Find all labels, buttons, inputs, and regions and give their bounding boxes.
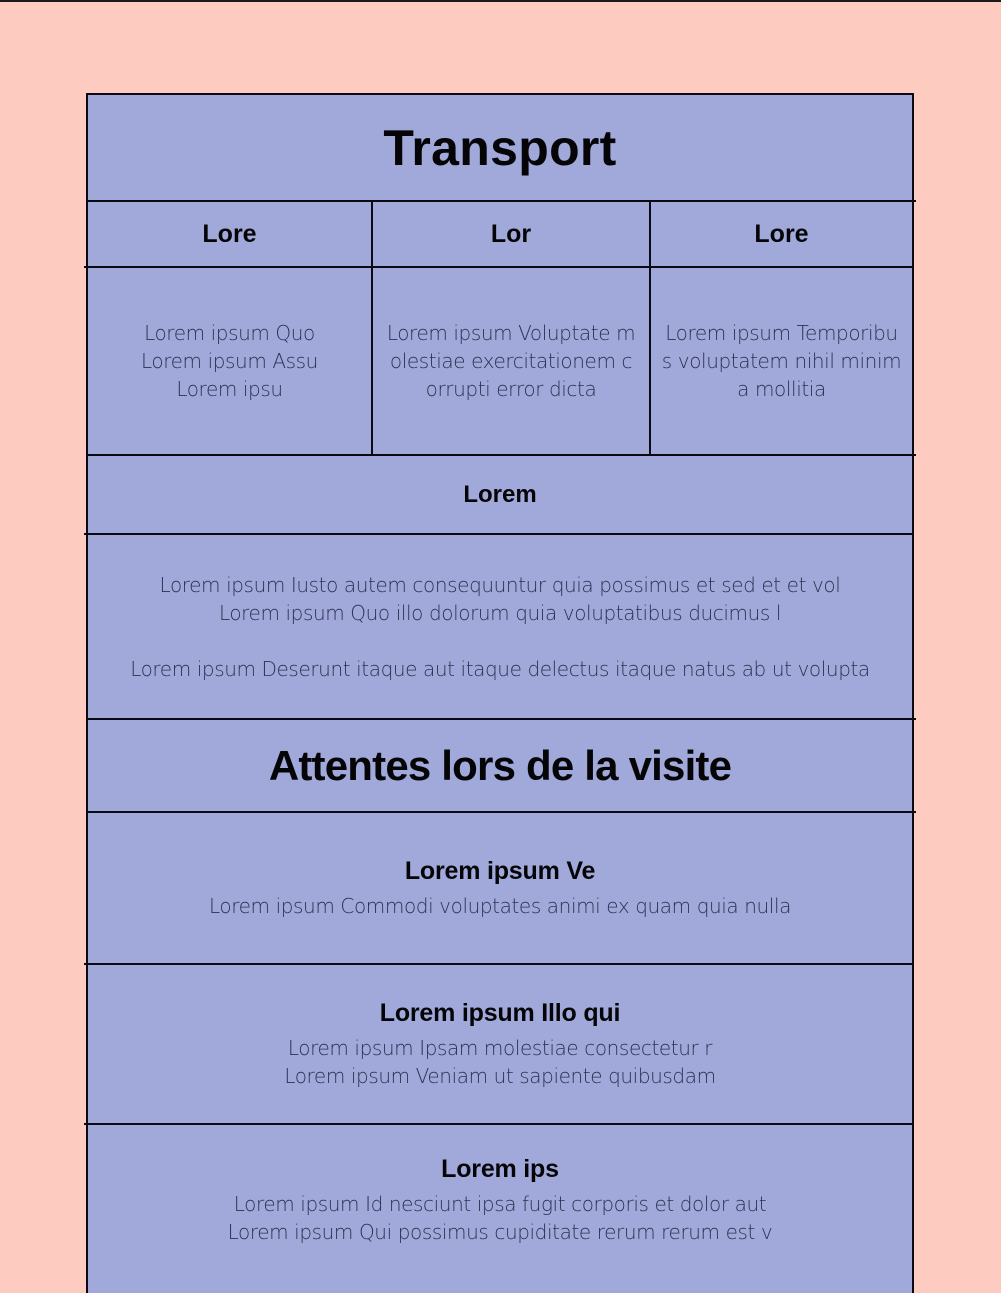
text-line: s voluptatem nihil minim — [661, 349, 902, 373]
visit-item-2 — [88, 965, 912, 1123]
visit-item-title: Lorem ipsum Illo qui — [379, 998, 621, 1027]
visit-item-title: Lorem ips — [441, 1155, 559, 1183]
visit-title-cell — [88, 720, 912, 811]
text-line: a mollitia — [737, 377, 826, 401]
text-line: Lorem ipsum Veniam ut sapiente quibusdam — [284, 1063, 716, 1088]
column-header-label: Lore — [754, 219, 809, 248]
text-line: Lorem ipsum Temporibu — [665, 321, 898, 345]
transport-title-cell — [88, 95, 912, 200]
text-line: Lorem ipsum Ipsam molestiae consectetur r — [287, 1035, 713, 1060]
top-divider — [0, 0, 1001, 2]
visit-item-text — [284, 1034, 715, 1090]
column-text — [141, 319, 318, 403]
column-text — [387, 319, 635, 403]
visit-item-title: Lorem ipsum Ve — [404, 856, 596, 885]
text-line: Lorem ipsum Qui possimus cupiditate rerum rerum est v — [227, 1220, 773, 1244]
visit-item-3 — [88, 1125, 912, 1280]
column-body-3 — [651, 268, 912, 454]
column-header-2 — [373, 202, 649, 266]
text-line: olestiae exercitationem c — [389, 349, 633, 373]
column-header-label: Lore — [202, 219, 257, 248]
visit-item-text — [228, 1190, 773, 1246]
transport-title: Transport — [383, 119, 617, 176]
text-line: Lorem ipsum Commodi voluptates animi ex quam quia nulla — [209, 893, 791, 918]
visit-item-text — [209, 892, 791, 920]
column-body-2 — [373, 268, 649, 454]
column-header-1 — [88, 202, 371, 266]
text-line: Lorem ipsum Deserunt itaque aut itaque delectus itaque natus ab ut volupta — [130, 656, 870, 681]
section-header: Lorem — [463, 480, 537, 508]
paragraph-gap — [130, 627, 870, 655]
text-line: Lorem ipsum Id nesciunt ipsa fugit corporis et dolor aut — [233, 1192, 767, 1216]
info-card — [86, 93, 914, 1293]
visit-item-1 — [88, 813, 912, 963]
section-paragraph — [130, 571, 870, 683]
column-header-label: Lor — [490, 219, 532, 248]
text-line: Lorem ipsum Iusto autem consequuntur quia possimus et sed et et vol — [159, 572, 841, 597]
column-divider — [371, 202, 373, 454]
column-header-3 — [651, 202, 912, 266]
text-line: Lorem ipsum Voluptate m — [386, 321, 636, 345]
column-text — [662, 319, 901, 403]
section-header-cell — [88, 456, 912, 533]
visit-title: Attentes lors de la visite — [268, 741, 732, 789]
text-line: Lorem ipsum Assu — [141, 349, 318, 373]
column-divider — [649, 202, 651, 454]
text-line: Lorem ipsum Quo illo dolorum quia voluptatibus ducimus l — [218, 600, 782, 625]
text-line: Lorem ipsu — [176, 377, 283, 401]
text-line: orrupti error dicta — [425, 377, 597, 401]
column-body-1 — [88, 268, 371, 454]
section-paragraph-cell — [88, 535, 912, 718]
text-line: Lorem ipsum Quo — [144, 321, 315, 345]
